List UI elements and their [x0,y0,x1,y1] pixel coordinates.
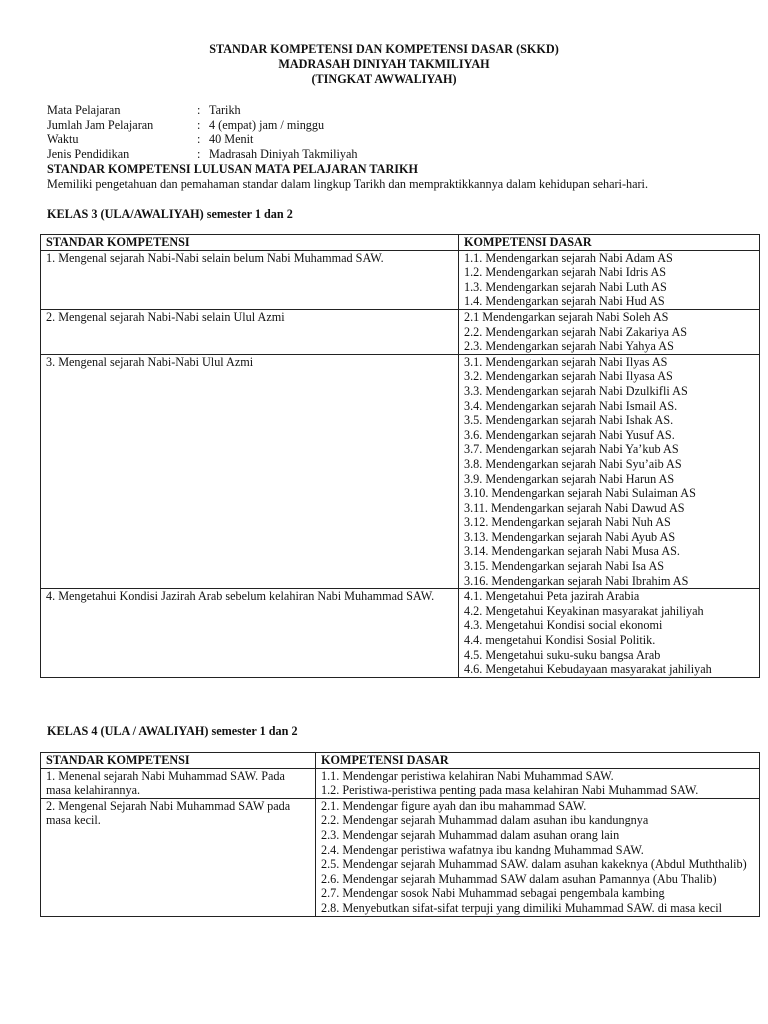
table-row [41,250,760,309]
kd-item: 3.1. Mendengarkan sejarah Nabi Ilyas AS [464,354,668,369]
table-row [41,589,760,678]
meta-label: Mata Pelajaran [47,103,121,117]
kelas4-table [40,752,760,917]
kd-item: 4.6. Mengetahui Kebudayaan masyarakat jahiliyah [464,662,712,677]
kd-item: 2.5. Mendengar sejarah Muhammad SAW. dalam asuhan kakeknya (Abdul Muththalib) [321,857,747,872]
table-row [41,798,760,916]
skl-title: STANDAR KOMPETENSI LULUSAN MATA PELAJARAN TARIKH [47,162,418,176]
meta-value: 40 Menit [209,132,254,147]
table-row [41,354,760,589]
meta-value: Madrasah Diniyah Takmiliyah [209,146,358,161]
kd-item: 3.16. Mendengarkan sejarah Nabi Ibrahim AS [464,573,689,588]
meta-colon: : [197,103,201,117]
kd-item: 2.8. Menyebutkan sifat-sifat terpuji yang dimiliki Muhammad SAW. di masa kecil [321,900,723,915]
kd-item: 2.1 Mendengarkan sejarah Nabi Soleh AS [464,309,669,324]
table-row [41,309,760,354]
kd-item: 2.6. Mendengar sejarah Muhammad SAW dalam asuhan Pamannya (Abu Thalib) [321,871,717,886]
kd-cell [316,798,760,916]
kd-item: 3.10. Mendengarkan sejarah Nabi Sulaiman AS [464,486,696,501]
kd-item: 3.11. Mendengarkan sejarah Nabi Dawud AS [464,500,685,515]
meta-colon: : [197,146,201,161]
subject-info [47,103,358,161]
meta-value: 4 (empat) jam / minggu [209,117,325,132]
header-subtitle: MADRASAH DINIYAH TAKMILIYAH [278,57,490,71]
meta-colon: : [197,117,201,132]
header-title: STANDAR KOMPETENSI DAN KOMPETENSI DASAR (SKKD) [209,42,559,56]
kd-item: 3.15. Mendengarkan sejarah Nabi Isa AS [464,559,665,574]
kd-cell [316,768,760,798]
meta-row [47,147,358,162]
kd-item: 2.3. Mendengarkan sejarah Nabi Yahya AS [464,339,674,354]
kd-item: 2.1. Mendengar figure ayah dan ibu mahammad SAW. [321,798,587,813]
meta-row [47,118,358,133]
document-header [0,42,768,87]
kd-item: 1.4. Mendengarkan sejarah Nabi Hud AS [464,294,665,309]
meta-label: Waktu [47,132,79,147]
meta-value: Tarikh [209,103,241,117]
kd-item: 2.2. Mendengarkan sejarah Nabi Zakariya AS [464,324,688,339]
column-header-kd: KOMPETENSI DASAR [316,753,760,769]
meta-label: Jumlah Jam Pelajaran [47,117,154,132]
kd-item: 3.8. Mendengarkan sejarah Nabi Syu’aib AS [464,456,682,471]
kd-item: 2.4. Mendengar peristiwa wafatnya ibu kandng Muhammad SAW. [321,842,644,857]
kd-item: 1.2. Mendengarkan sejarah Nabi Idris AS [464,265,667,280]
kelas3-table [40,234,760,678]
column-header-sk: STANDAR KOMPETENSI [41,753,316,769]
sk-cell: 3. Mengenal sejarah Nabi-Nabi Ulul Azmi [41,354,459,589]
kd-item: 2.3. Mendengar sejarah Muhammad dalam asuhan orang lain [321,827,620,842]
kd-cell [459,589,760,678]
kd-item: 3.7. Mendengarkan sejarah Nabi Ya’kub AS [464,442,679,457]
column-header-sk: STANDAR KOMPETENSI [41,235,459,251]
kelas4-title: KELAS 4 (ULA / AWALIYAH) semester 1 dan 2 [47,724,298,738]
kd-item: 1.3. Mendengarkan sejarah Nabi Luth AS [464,279,667,294]
kd-item: 4.3. Mengetahui Kondisi social ekonomi [464,618,663,633]
kd-cell [459,354,760,589]
kd-item: 1.1. Mendengar peristiwa kelahiran Nabi Muhammad SAW. [321,768,614,783]
kd-item: 4.4. mengetahui Kondisi Sosial Politik. [464,633,656,648]
meta-row [47,132,358,147]
graduate-competency-standard [47,162,747,191]
sk-cell: 2. Mengenal Sejarah Nabi Muhammad SAW pada masa kecil. [41,798,316,916]
sk-cell: 1. Menenal sejarah Nabi Muhammad SAW. Pada masa kelahirannya. [41,768,316,798]
kd-item: 3.6. Mendengarkan sejarah Nabi Yusuf AS. [464,427,675,442]
kd-item: 3.4. Mendengarkan sejarah Nabi Ismail AS. [464,398,678,413]
kd-item: 4.5. Mengetahui suku-suku bangsa Arab [464,647,661,662]
kd-item: 3.9. Mendengarkan sejarah Nabi Harun AS [464,471,675,486]
sk-cell: 4. Mengetahui Kondisi Jazirah Arab sebelum kelahiran Nabi Muhammad SAW. [41,589,459,678]
kd-item: 3.13. Mendengarkan sejarah Nabi Ayub AS [464,529,676,544]
kd-item: 3.2. Mendengarkan sejarah Nabi Ilyasa AS [464,369,673,384]
kelas3-title: KELAS 3 (ULA/AWALIYAH) semester 1 dan 2 [47,207,293,221]
kd-item: 4.2. Mengetahui Keyakinan masyarakat jahiliyah [464,603,704,618]
kd-item: 1.1. Mendengarkan sejarah Nabi Adam AS [464,250,673,265]
kd-item: 3.12. Mendengarkan sejarah Nabi Nuh AS [464,515,671,530]
kd-item: 4.1. Mengetahui Peta jazirah Arabia [464,589,640,604]
kd-item: 1.2. Peristiwa-peristiwa penting pada masa kelahiran Nabi Muhammad SAW. [321,783,699,798]
meta-colon: : [197,132,201,147]
skl-text: Memiliki pengetahuan dan pemahaman standar dalam lingkup Tarikh dan mempraktikkannya dalam kehidupan sehari-hari. [47,176,648,191]
kd-item: 2.7. Mendengar sosok Nabi Muhammad sebagai pengembala kambing [321,886,665,901]
kd-cell [459,309,760,354]
sk-cell: 1. Mengenal sejarah Nabi-Nabi selain belum Nabi Muhammad SAW. [41,250,459,309]
table-header-row [41,753,760,769]
meta-row [47,103,358,118]
column-header-kd: KOMPETENSI DASAR [459,235,760,251]
sk-cell: 2. Mengenal sejarah Nabi-Nabi selain Ulul Azmi [41,309,459,354]
table-header-row [41,235,760,251]
kd-cell [459,250,760,309]
kd-item: 3.5. Mendengarkan sejarah Nabi Ishak AS. [464,413,674,428]
kd-item: 3.3. Mendengarkan sejarah Nabi Dzulkifli AS [464,383,688,398]
meta-label: Jenis Pendidikan [47,146,130,161]
kd-item: 3.14. Mendengarkan sejarah Nabi Musa AS. [464,544,680,559]
table-row [41,768,760,798]
kd-item: 2.2. Mendengar sejarah Muhammad dalam asuhan ibu kandungnya [321,813,649,828]
header-level: (TINGKAT AWWALIYAH) [311,72,457,86]
